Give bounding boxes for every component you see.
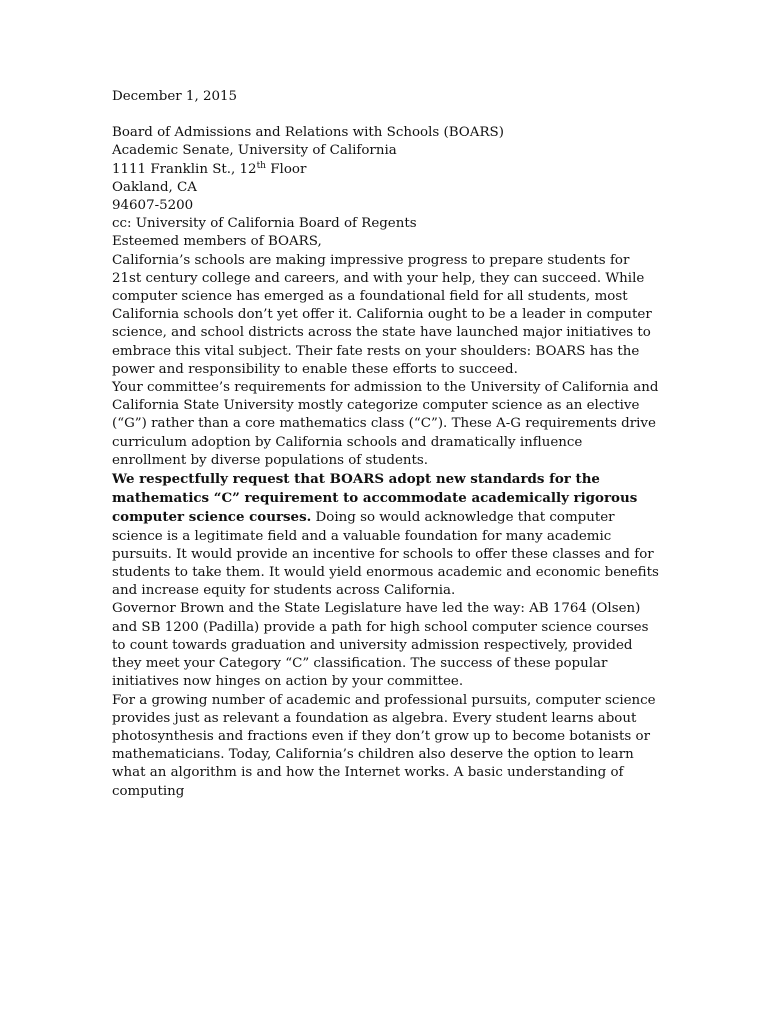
paragraph-1: California’s schools are making impressive progress to prepare students for 21st century college and careers, and with your help, they can succeed. While computer science has emerged as a foundational field for all students, most California schools don’t yet offer it. California ought to be a leader in computer science, and school districts across the state have launched major initiatives to embrace this vital subject. Their fate rests on your shoulders: BOARS has the power and responsibility to enable these efforts to succeed. [112,252,652,377]
address-street: 1111 Franklin St., 12 [112,161,257,177]
address-ordinal-suffix: th [256,160,266,171]
letter-date: December 1, 2015 [112,89,238,104]
salutation: Esteemed members of BOARS, [112,234,322,250]
recipient-address [112,124,660,215]
address-line-4: Oakland, CA [112,179,197,195]
paragraph-3-request: We respectfully request that BOARS adopt new standards for the mathematics “C” requirement to accommodate academically rigorous computer science courses. [112,471,638,526]
address-line-5: 94607-5200 [112,198,194,214]
paragraph-4: Governor Brown and the State Legislature have led the way: AB 1764 (Olsen) and SB 1200 (Padilla) provide a path for high school computer science courses to count towards graduation and university admission respectively, provided they meet your Category “C” classification. The success of these popular initiatives now hinges on action by your committee. [112,601,649,690]
address-line-3 [112,161,660,179]
cc-line: cc: University of California Board of Regents [112,216,417,232]
address-line-1: Board of Admissions and Relations with Schools (BOARS) [112,125,504,141]
paragraph-3-body: Doing so would acknowledge that computer science is a legitimate field and a valuable foundation for many academic pursuits. It would provide an incentive for schools to offer these classes and for students to take them. It would yield enormous academic and economic benefits and increase equity for students across California. [112,510,659,599]
address-floor: Floor [265,161,307,177]
letter-page [112,88,660,801]
paragraph-5: For a growing number of academic and professional pursuits, computer science provides just as relevant a foundation as algebra. Every student learns about photosynthesis and fractions even if they don’t grow up to become botanists or mathematicians. Today, California’s children also deserve the option to learn what an algorithm is and how the Internet works. A basic understanding of computing [112,692,656,799]
address-line-2: Academic Senate, University of California [112,143,397,159]
paragraph-3 [112,470,660,600]
paragraph-2: Your committee’s requirements for admission to the University of California and California State University mostly categorize computer science as an elective (“G”) rather than a core mathematics class (“C”). These A-G requirements drive curriculum adoption by California schools and dramatically influence enrollment by diverse populations of students. [112,380,659,468]
